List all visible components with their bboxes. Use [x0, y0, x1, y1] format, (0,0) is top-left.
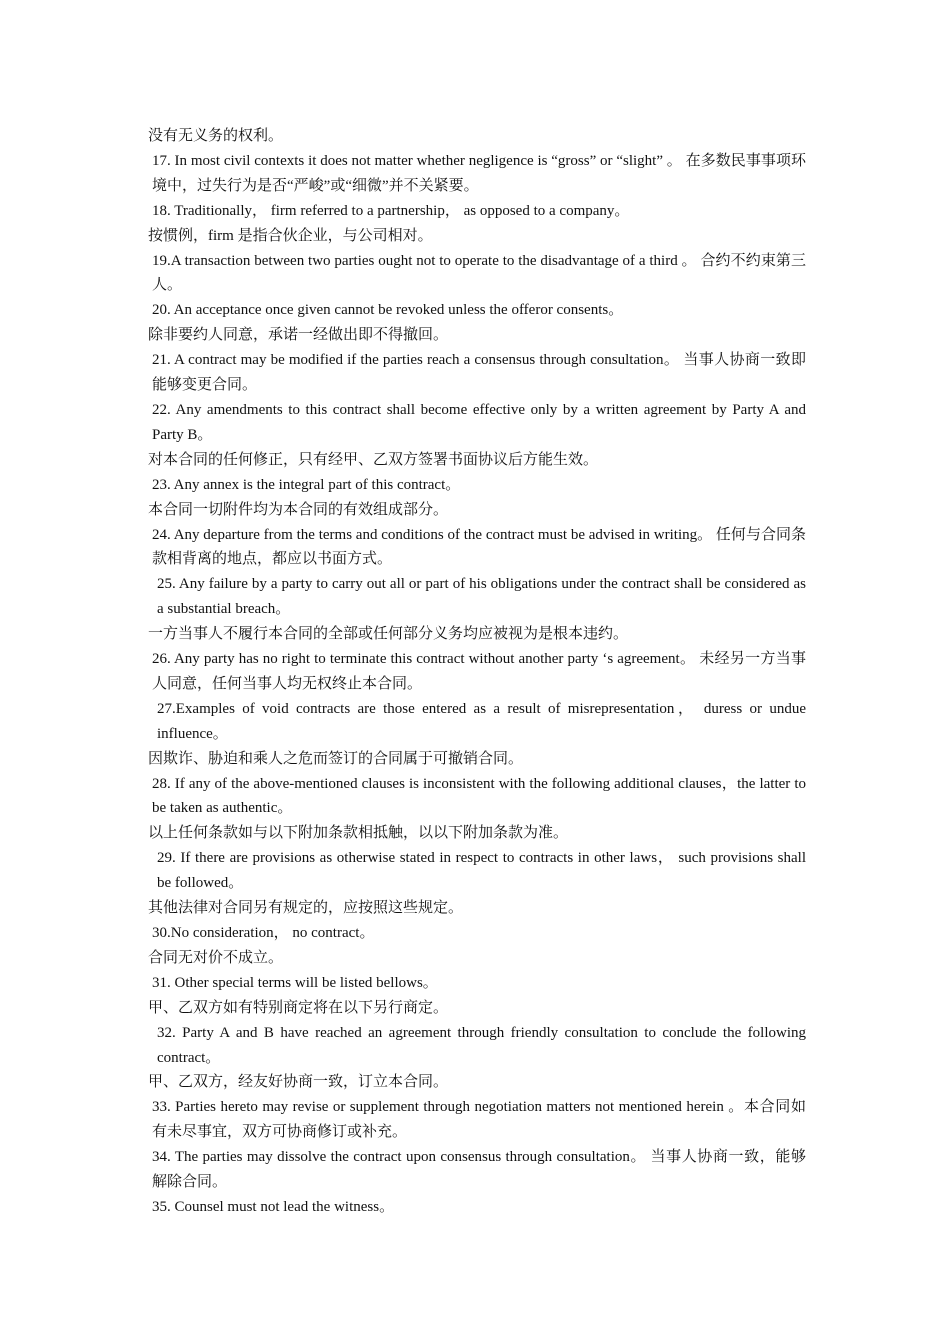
text-line: 甲、乙双方，经友好协商一致，订立本合同。	[148, 1074, 449, 1091]
text-line: 没有无义务的权利。	[148, 128, 284, 144]
text-line: 对本合同的任何修正，只有经甲、乙双方签署书面协议后方能生效。	[148, 451, 599, 468]
text-line: 以上任何条款如与以下附加条款相抵触，以以下附加条款为准。	[148, 825, 569, 842]
text-line: 35. Counsel must not lead the witness。	[152, 1198, 395, 1215]
text-line: 19.A transaction between two parties ought not to operate to the disadvantage of a third 。 合约不约束第三人。	[152, 252, 806, 294]
text-line: 17. In most civil contexts it does not matter whether negligence is “gross” or “slight” 。 在多数民事事项环境中，过失行为是否“严峻”或“细微”并不关紧要。	[152, 152, 806, 194]
text-line: 32. Party A and B have reached an agreement through friendly consultation to conclude the following contract。	[157, 1024, 806, 1066]
text-line: 27.Examples of void contracts are those entered as a result of misrepresentation， duress or undue influence。	[157, 700, 806, 742]
document-body	[144, 124, 806, 1220]
text-line: 其他法律对合同另有规定的，应按照这些规定。	[148, 900, 464, 917]
text-line: 因欺诈、胁迫和乘人之危而签订的合同属于可撤销合同。	[148, 750, 524, 767]
text-line: 本合同一切附件均为本合同的有效组成部分。	[148, 501, 449, 518]
text-line: 除非要约人同意，承诺一经做出即不得撤回。	[148, 327, 449, 344]
text-line: 一方当事人不履行本合同的全部或任何部分义务均应被视为是根本违约。	[148, 626, 629, 643]
text-line: 28. If any of the above-mentioned clauses is inconsistent with the following additional clauses，the latter to be taken as authentic。	[152, 775, 806, 817]
text-line: 33. Parties hereto may revise or supplement through negotiation matters not mentioned herein 。本合同如有未尽事宜，双方可协商修订或补充。	[152, 1099, 806, 1141]
text-line: 20. An acceptance once given cannot be revoked unless the offeror consents。	[152, 302, 624, 319]
text-line: 18. Traditionally， firm referred to a partnership， as opposed to a company。	[152, 202, 630, 219]
text-line: 合同无对价不成立。	[148, 949, 284, 966]
text-line: 29. If there are provisions as otherwise stated in respect to contracts in other laws， such provisions shall be followed。	[157, 850, 806, 892]
text-line: 24. Any departure from the terms and conditions of the contract must be advised in writing。 任何与合同条款相背离的地点，都应以书面方式。	[152, 526, 806, 568]
text-line: 按惯例，firm 是指合伙企业，与公司相对。	[148, 227, 433, 244]
text-line: 21. A contract may be modified if the parties reach a consensus through consultation。 当事人协商一致即能够变更合同。	[152, 352, 806, 394]
text-line: 23. Any annex is the integral part of this contract。	[152, 476, 461, 493]
text-line: 34. The parties may dissolve the contract upon consensus through consultation。 当事人协商一致，能够解除合同。	[152, 1149, 806, 1191]
text-line: 31. Other special terms will be listed bellows。	[152, 974, 438, 991]
text-line: 22. Any amendments to this contract shall become effective only by a written agreement by Party A and Party B。	[152, 401, 806, 443]
text-line: 25. Any failure by a party to carry out all or part of his obligations under the contract shall be considered as a substantial breach。	[157, 576, 806, 618]
text-line: 甲、乙双方如有特别商定将在以下另行商定。	[148, 999, 449, 1016]
text-line: 30.No consideration， no contract。	[152, 925, 375, 941]
text-line: 26. Any party has no right to terminate this contract without another party ‘s agreement。 未经另一方当事人同意，任何当事人均无权终止本合同。	[152, 651, 806, 692]
